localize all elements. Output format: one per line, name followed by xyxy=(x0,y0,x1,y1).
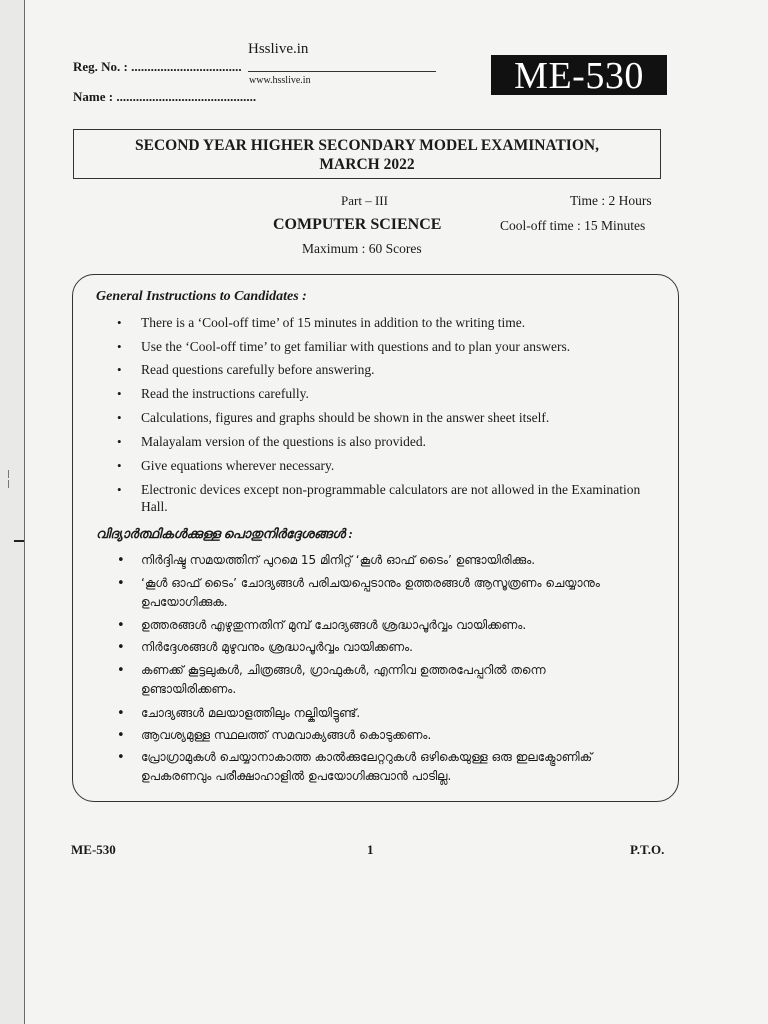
margin-tick xyxy=(8,480,9,488)
instruction-item: • Read questions carefully before answering. xyxy=(117,362,375,377)
bullet-icon: • xyxy=(117,410,122,425)
bullet-icon: • xyxy=(117,553,125,568)
exam-time: Time : 2 Hours xyxy=(570,193,652,208)
malayalam-item: • നിർദ്ദിഷ്ട സമയത്തിന് പുറമെ 15 മിനിറ്റ് ‘കൂൾ ഓഫ് ടൈം’ ഉണ്ടായിരിക്കും. xyxy=(117,553,536,568)
exam-title-line2: MARCH 2022 xyxy=(319,156,415,173)
margin-tick xyxy=(8,470,9,478)
malayalam-item: • ‘കൂൾ ഓഫ് ടൈം’ ചോദ്യങ്ങൾ പരിചയപ്പെടാനും ഉത്തരങ്ങൾ ആസൂത്രണം ചെയ്യാനും ഉപയോഗിക്കുക. xyxy=(117,576,600,609)
cool-off-time: Cool-off time : 15 Minutes xyxy=(500,218,646,233)
bullet-icon: • xyxy=(117,458,122,473)
site-name-top: Hsslive.in xyxy=(248,41,309,57)
bullet-icon: • xyxy=(117,482,122,497)
instruction-item: • Give equations wherever necessary. xyxy=(117,458,335,473)
footer-exam-code: ME-530 xyxy=(71,842,116,857)
malayalam-item: • ഉത്തരങ്ങൾ എഴുതുന്നതിന് മുമ്പ് ചോദ്യങ്ങൾ ശ്രദ്ധാപൂർവ്വം വായിക്കണം. xyxy=(117,618,527,633)
malayalam-item: • ആവശ്യമുള്ള സ്ഥലത്ത് സമവാക്യങ്ങൾ കൊടുക്കണം. xyxy=(117,728,432,743)
bullet-icon: • xyxy=(117,618,125,633)
exam-title-line1: SECOND YEAR HIGHER SECONDARY MODEL EXAMINATION, xyxy=(135,137,599,154)
bullet-icon: • xyxy=(117,750,125,765)
exam-part: Part – III xyxy=(341,193,388,208)
page-number: 1 xyxy=(367,842,374,857)
maximum-score: Maximum : 60 Scores xyxy=(302,241,422,256)
instruction-item: • There is a ‘Cool-off time’ of 15 minutes in addition to the writing time. xyxy=(117,315,526,330)
malayalam-heading: വിദ്യാർത്ഥികൾക്കുള്ള പൊതുനിർദ്ദേശങ്ങൾ : xyxy=(96,526,353,541)
bullet-icon: • xyxy=(117,362,122,377)
reg-no-field: Reg. No. : .................................. xyxy=(73,59,242,74)
bullet-icon: • xyxy=(117,386,122,401)
name-field: Name : ........................................... xyxy=(73,89,257,104)
instruction-item: • Use the ‘Cool-off time’ to get familiar with questions and to plan your answers. xyxy=(117,339,571,354)
instructions-heading: General Instructions to Candidates : xyxy=(96,289,307,304)
url-rule xyxy=(248,71,436,72)
malayalam-item: • നിർദ്ദേശങ്ങൾ മുഴുവനും ശ്രദ്ധാപൂർവ്വം വായിക്കണം. xyxy=(117,640,413,655)
instruction-item: • Malayalam version of the questions is also provided. xyxy=(117,434,426,449)
bullet-icon: • xyxy=(117,663,125,678)
bullet-icon: • xyxy=(117,339,122,354)
malayalam-item: • പ്രോഗ്രാമുകൾ ചെയ്യാനാകാത്ത കാൽക്കുലേറ്ററുകൾ ഒഴികെയുള്ള ഒരു ഇലക്ട്രോണിക് ഉപകരണവും പരീക്ഷാഹാളിൽ ഉപയോഗിക്കുവാൻ പാടില്ല. xyxy=(117,750,593,783)
bullet-icon: • xyxy=(117,576,125,591)
exam-subject: COMPUTER SCIENCE xyxy=(273,216,442,233)
bullet-icon: • xyxy=(117,434,122,449)
exam-title-box xyxy=(73,129,661,179)
bullet-icon: • xyxy=(117,728,125,743)
instruction-item: • Electronic devices except non-programmable calculators are not allowed in the Examination Hall. xyxy=(117,482,641,514)
instruction-item: • Read the instructions carefully. xyxy=(117,386,309,401)
page-edge xyxy=(24,0,25,1024)
exam-code-badge: ME-530 xyxy=(491,55,667,95)
please-turn-over: P.T.O. xyxy=(630,842,665,857)
bullet-icon: • xyxy=(117,706,125,721)
malayalam-item: • കണക്ക് കൂട്ടലുകൾ, ചിത്രങ്ങൾ, ഗ്രാഫുകൾ, എന്നിവ ഉത്തരപേപ്പറിൽ തന്നെ ഉണ്ടായിരിക്കണം. xyxy=(117,663,546,696)
bullet-icon: • xyxy=(117,640,125,655)
malayalam-item: • ചോദ്യങ്ങൾ മലയാളത്തിലും നല്കിയിട്ടുണ്ട്. xyxy=(117,706,361,721)
bullet-icon: • xyxy=(117,315,122,330)
instruction-item: • Calculations, figures and graphs should be shown in the answer sheet itself. xyxy=(117,410,550,425)
site-url: www.hsslive.in xyxy=(249,75,311,86)
